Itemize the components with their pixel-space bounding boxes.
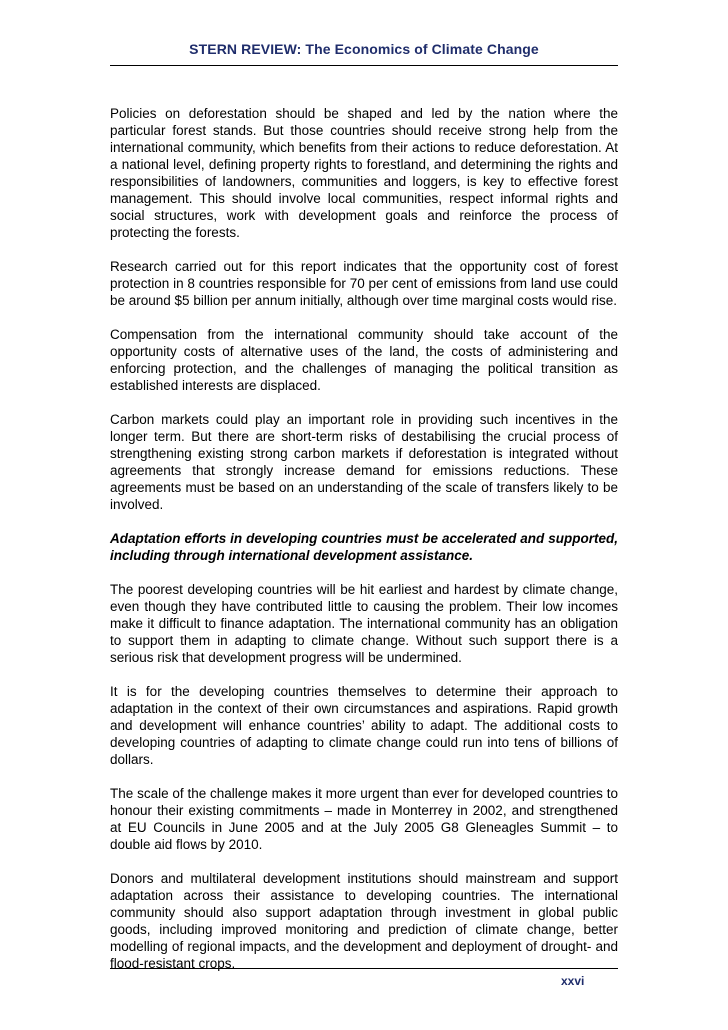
paragraph-opportunity-cost: Research carried out for this report indicates that the opportunity cost of forest protection in 8 countries responsible for 70 per cent of emissions from land use could be around $5 billion per annum initially, although over time marginal costs would rise.: [110, 259, 618, 308]
paragraph-developing-countries-approach: It is for the developing countries themselves to determine their approach to adaptation in the context of their own circumstances and aspirations. Rapid growth and development will enhance countries’ ability to adapt. The additional costs to developing countries of adapting to climate change could run into tens of billions of dollars.: [110, 684, 618, 767]
document-body: [110, 105, 618, 989]
page-header-title: STERN REVIEW: The Economics of Climate Change: [189, 41, 539, 57]
paragraph-donors: Donors and multilateral development institutions should mainstream and support adaptation across their assistance to developing countries. The international community should also support adaptation through investment in global public goods, including improved monitoring and prediction of climate change, better modelling of regional impacts, and the development and deployment of drought- and flood-resistant crops.: [110, 871, 618, 971]
paragraph-deforestation-policy: Policies on deforestation should be shaped and led by the nation where the particular forest stands. But those countries should receive strong help from the international community, which benefits from their actions to reduce deforestation. At a national level, defining property rights to forestland, and determining the rights and responsibilities of landowners, communities and loggers, is key to effective forest management. This should involve local communities, respect informal rights and social structures, work with development goals and reinforce the process of protecting the forests.: [110, 106, 618, 240]
paragraph-poorest-countries: The poorest developing countries will be hit earliest and hardest by climate change, even though they have contributed little to causing the problem. Their low incomes make it difficult to finance adaptation. The international community has an obligation to support them in adapting to climate change. Without such support there is a serious risk that development progress will be undermined.: [110, 582, 618, 665]
header-divider: [110, 65, 618, 66]
paragraph-scale-of-challenge: The scale of the challenge makes it more urgent than ever for developed countries to honour their existing commitments – made in Monterrey in 2002, and strengthened at EU Councils in June 2005 and at the July 2005 G8 Gleneagles Summit – to double aid flows by 2010.: [110, 786, 618, 852]
paragraph-carbon-markets: Carbon markets could play an important role in providing such incentives in the longer term. But there are short-term risks of destabilising the crucial process of strengthening existing strong carbon markets if deforestation is integrated without agreements that strongly increase demand for emissions reductions. These agreements must be based on an understanding of the scale of transfers likely to be involved.: [110, 412, 618, 512]
section-lead-adaptation: Adaptation efforts in developing countries must be accelerated and supported, including through international development assistance.: [110, 531, 618, 563]
paragraph-compensation: Compensation from the international community should take account of the opportunity costs of alternative uses of the land, the costs of administering and enforcing protection, and the challenges of managing the political transition as established interests are displaced.: [110, 327, 618, 393]
footer-divider: [110, 968, 618, 969]
page-number: xxvi: [561, 974, 585, 988]
